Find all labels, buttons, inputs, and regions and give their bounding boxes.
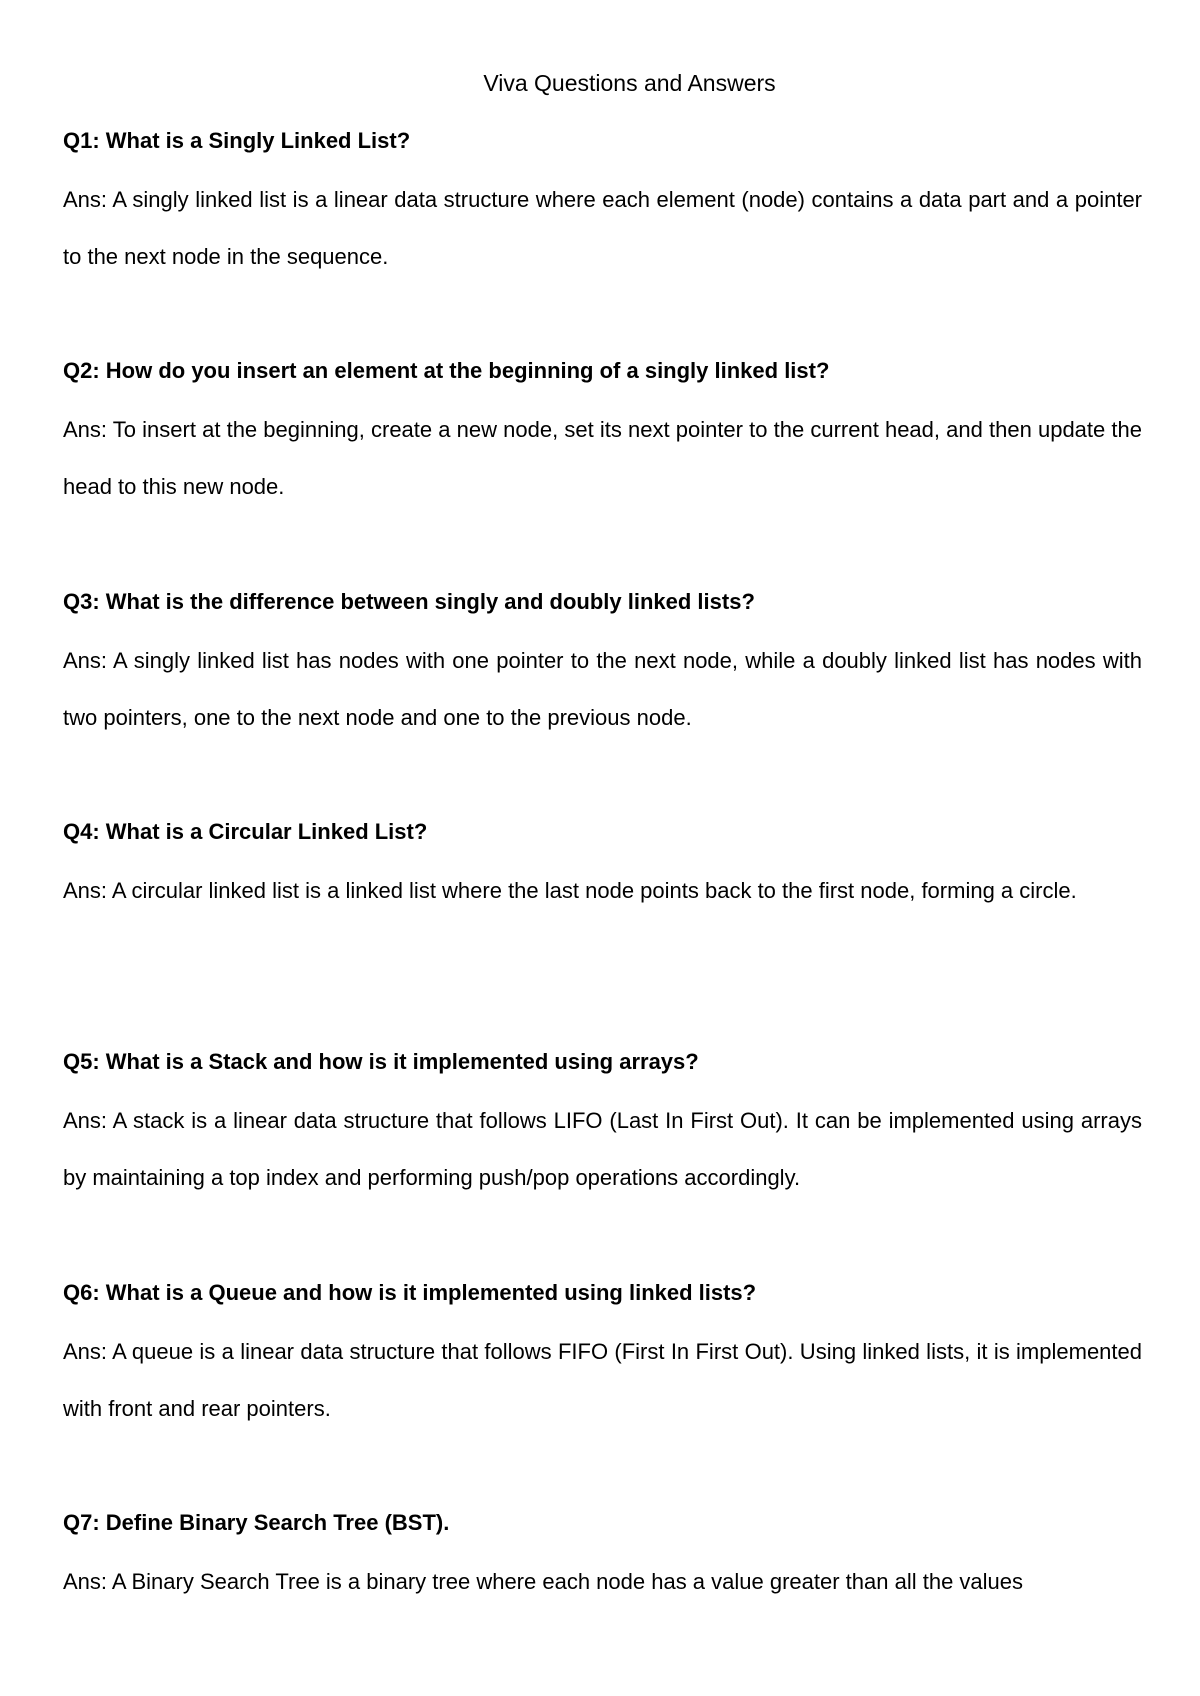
answer-text: Ans: A Binary Search Tree is a binary tree where each node has a value greater than all the values	[63, 1569, 1024, 1594]
answer-text: Ans: A circular linked list is a linked list where the last node points back to the first node, forming a circle.	[63, 878, 1077, 903]
qa-item-4	[63, 817, 1142, 919]
question-text: Q4: What is a Circular Linked List?	[63, 819, 428, 844]
question-text: Q5: What is a Stack and how is it implemented using arrays?	[63, 1049, 699, 1074]
qa-item-7	[63, 1508, 1142, 1610]
question-text: Q1: What is a Singly Linked List?	[63, 128, 411, 153]
answer-text: Ans: A singly linked list has nodes with one pointer to the next node, while a doubly linked list has nodes with two pointers, one to the next node and one to the previous node.	[63, 648, 1142, 730]
qa-item-2	[63, 356, 1142, 515]
qa-item-3	[63, 587, 1142, 746]
question-text: Q6: What is a Queue and how is it implemented using linked lists?	[63, 1280, 757, 1305]
answer-text: Ans: A queue is a linear data structure that follows FIFO (First In First Out). Using linked lists, it is implemented with front and rear pointers.	[63, 1339, 1142, 1421]
qa-item-6	[63, 1278, 1142, 1437]
qa-item-1	[63, 126, 1142, 285]
question-text: Q7: Define Binary Search Tree (BST).	[63, 1510, 450, 1535]
answer-text: Ans: A singly linked list is a linear data structure where each element (node) contains a data part and a pointer to the next node in the sequence.	[63, 187, 1142, 269]
answer-text: Ans: To insert at the beginning, create a new node, set its next pointer to the current head, and then update the head to this new node.	[63, 417, 1142, 499]
question-text: Q2: How do you insert an element at the beginning of a singly linked list?	[63, 358, 830, 383]
qa-item-5	[63, 1047, 1142, 1206]
answer-text: Ans: A stack is a linear data structure that follows LIFO (Last In First Out). It can be implemented using arrays by maintaining a top index and performing push/pop operations accordingly.	[63, 1108, 1142, 1190]
question-text: Q3: What is the difference between singly and doubly linked lists?	[63, 589, 755, 614]
document-title: Viva Questions and Answers	[483, 70, 776, 96]
